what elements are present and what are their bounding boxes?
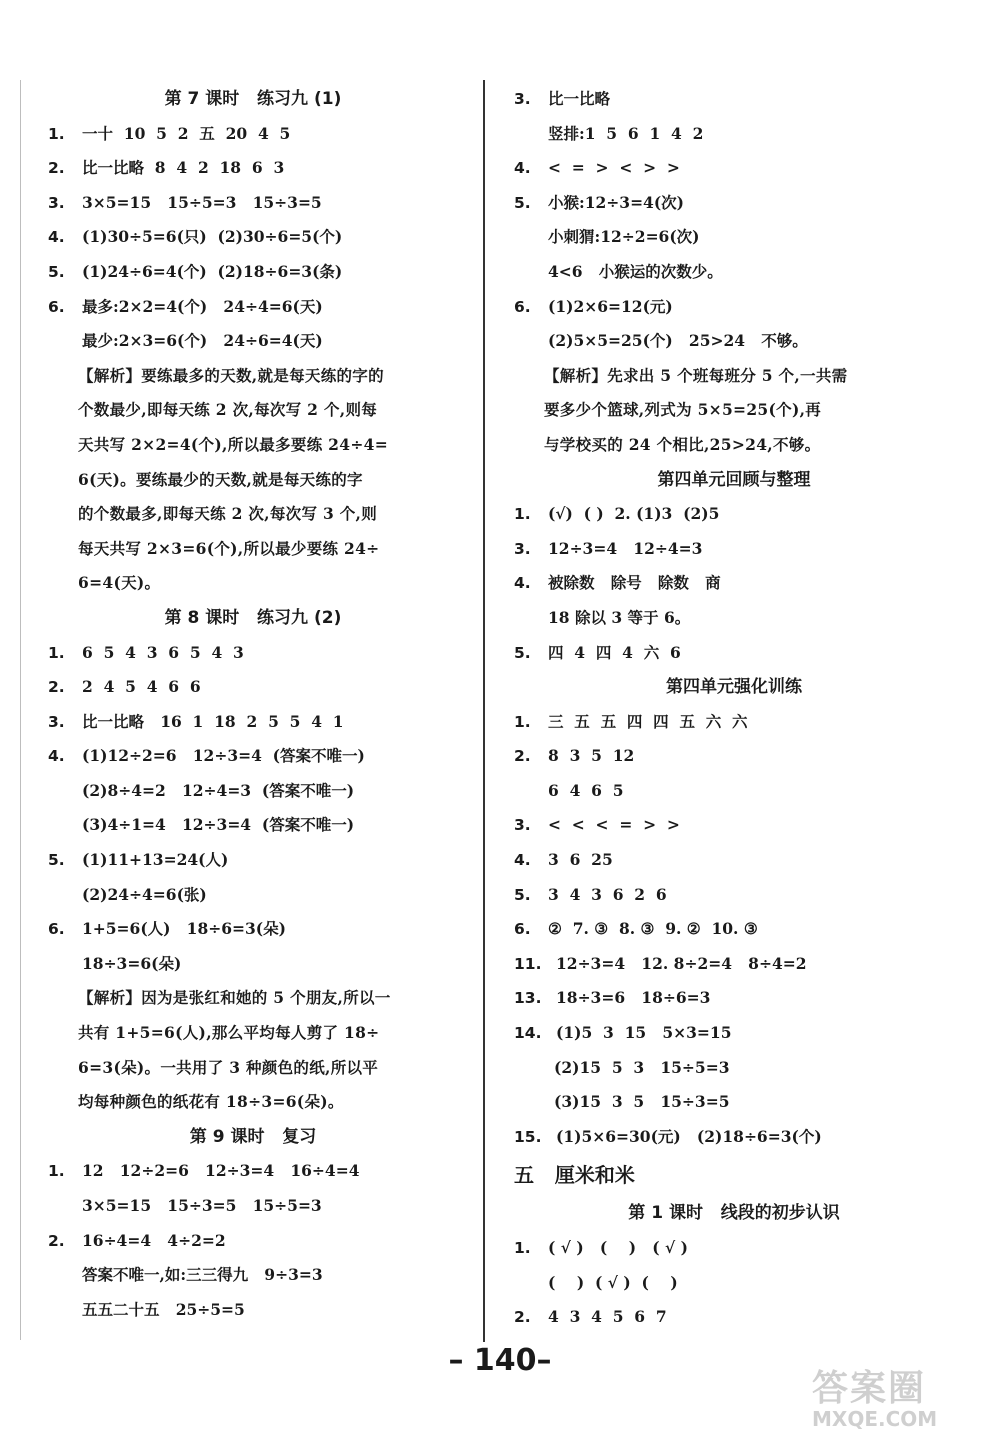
item-number: 1. bbox=[514, 505, 531, 524]
item-text: 三 五 五 四 四 五 六 六 bbox=[548, 711, 748, 731]
item-text: 2 4 5 4 6 6 bbox=[82, 677, 201, 697]
answer-item bbox=[48, 705, 458, 740]
section-title: 第 9 课时 复习 bbox=[189, 1126, 317, 1147]
answer-item bbox=[514, 739, 954, 774]
item-number: 3. bbox=[48, 193, 65, 212]
answer-item bbox=[514, 843, 954, 878]
answer-item bbox=[48, 255, 458, 290]
answer-item bbox=[514, 981, 954, 1016]
answer-continuation: ( ) ( √ ) ( ) bbox=[548, 1272, 678, 1292]
item-text: (1)24÷6=4(个) (2)18÷6=3(条) bbox=[82, 261, 343, 281]
page-edge-line bbox=[20, 80, 21, 1340]
answer-item bbox=[514, 636, 954, 671]
item-text: (√) ( ) 2. (1)3 (2)5 bbox=[548, 504, 720, 524]
answer-item bbox=[48, 670, 458, 705]
answer-item bbox=[48, 843, 458, 878]
item-number: 3. bbox=[514, 539, 531, 558]
item-number: 5. bbox=[514, 885, 531, 904]
item-text: (1)5 3 15 5×3=15 bbox=[556, 1023, 732, 1043]
section-title: 第四单元回顾与整理 bbox=[657, 469, 811, 490]
watermark-text: 答案圈 bbox=[812, 1368, 927, 1409]
watermark-logo bbox=[812, 1360, 992, 1432]
answer-item bbox=[514, 1231, 954, 1266]
item-number: 4. bbox=[48, 228, 65, 247]
answer-continuation: 小刺猬:12÷2=6(次) bbox=[548, 227, 700, 247]
answer-item bbox=[48, 117, 458, 152]
watermark-url: MXQE.COM bbox=[812, 1407, 938, 1431]
answer-item bbox=[514, 566, 954, 601]
item-text: (1)30÷5=6(只) (2)30÷6=5(个) bbox=[82, 227, 343, 247]
item-text: 四 4 四 4 六 6 bbox=[548, 642, 681, 662]
answer-continuation: 答案不唯一,如:三三得九 9÷3=3 bbox=[82, 1265, 323, 1285]
item-number: 2. bbox=[514, 1308, 531, 1327]
item-number: 6. bbox=[514, 920, 531, 939]
answer-item bbox=[514, 912, 954, 947]
item-number: 2. bbox=[48, 159, 65, 178]
answer-item bbox=[514, 1016, 954, 1051]
answer-continuation: 6 4 6 5 bbox=[548, 780, 624, 800]
answer-item bbox=[514, 1120, 954, 1155]
item-number: 6. bbox=[48, 297, 65, 316]
answer-item bbox=[514, 497, 954, 532]
item-number: 3. bbox=[514, 90, 531, 108]
item-number: 13. bbox=[514, 989, 542, 1008]
item-number: 5. bbox=[48, 851, 65, 870]
item-number: 2. bbox=[48, 1231, 65, 1250]
left-column bbox=[48, 82, 458, 1327]
item-text: 3 4 3 6 2 6 bbox=[548, 884, 667, 904]
item-text: 1+5=6(人) 18÷6=3(朵) bbox=[82, 919, 286, 939]
answer-continuation: 最少:2×3=6(个) 24÷6=4(天) bbox=[82, 331, 323, 351]
explanation-line: 【解析】要练最多的天数,就是每天练的字的 bbox=[78, 365, 384, 385]
item-text: < = > < > > bbox=[548, 158, 680, 178]
answer-item bbox=[514, 151, 954, 186]
explanation-line: 6=4(天)。 bbox=[78, 573, 161, 593]
explanation-line: 6(天)。要练最少的天数,就是每天练的字 bbox=[78, 469, 363, 489]
explanation-line: 个数最少,即每天练 2 次,每次写 2 个,则每 bbox=[78, 400, 378, 420]
explanation-line: 天共写 2×2=4(个),所以最多要练 24÷4= bbox=[78, 434, 389, 454]
item-text: 16÷4=4 4÷2=2 bbox=[82, 1230, 226, 1250]
column-divider bbox=[483, 80, 485, 1342]
item-number: 6. bbox=[514, 297, 531, 316]
answer-continuation: 18÷3=6(朵) bbox=[82, 953, 182, 973]
item-text: 被除数 除号 除数 商 bbox=[548, 573, 721, 593]
item-text: (1)11+13=24(人) bbox=[82, 850, 229, 870]
explanation-line: 均每种颜色的纸花有 18÷3=6(朵)。 bbox=[78, 1092, 344, 1112]
answer-continuation: (2)15 5 3 15÷5=3 bbox=[554, 1057, 730, 1077]
explanation-line: 的个数最多,即每天练 2 次,每次写 3 个,则 bbox=[78, 504, 378, 524]
answer-item bbox=[48, 151, 458, 186]
item-text: 比一比略 8 4 2 18 6 3 bbox=[82, 158, 285, 178]
explanation-line: 6=3(朵)。一共用了 3 种颜色的纸,所以平 bbox=[78, 1057, 379, 1077]
item-text: (1)5×6=30(元) (2)18÷6=3(个) bbox=[556, 1126, 822, 1146]
answer-item bbox=[48, 1154, 458, 1189]
explanation-line: 【解析】因为是张红和她的 5 个朋友,所以一 bbox=[78, 988, 391, 1008]
item-number: 11. bbox=[514, 954, 542, 973]
item-number: 4. bbox=[514, 574, 531, 593]
item-number: 14. bbox=[514, 1024, 542, 1043]
item-number: 1. bbox=[48, 124, 65, 143]
answer-item bbox=[48, 186, 458, 221]
answer-item bbox=[48, 220, 458, 255]
explanation-line: 要多少个篮球,列式为 5×5=25(个),再 bbox=[544, 400, 822, 420]
item-text: 比一比略 bbox=[548, 89, 611, 108]
answer-continuation: (2)24÷4=6(张) bbox=[82, 884, 207, 904]
item-number: 15. bbox=[514, 1127, 542, 1146]
answer-item bbox=[48, 912, 458, 947]
answer-item bbox=[514, 82, 954, 117]
answer-continuation: 竖排:1 5 6 1 4 2 bbox=[548, 123, 704, 143]
answer-item bbox=[514, 532, 954, 567]
explanation-line: 【解析】先求出 5 个班每班分 5 个,一共需 bbox=[544, 365, 848, 385]
item-number: 5. bbox=[514, 643, 531, 662]
item-number: 1. bbox=[514, 1239, 531, 1257]
item-number: 5. bbox=[48, 262, 65, 281]
answer-item bbox=[48, 1224, 458, 1259]
explanation-line: 与学校买的 24 个相比,25>24,不够。 bbox=[544, 434, 821, 454]
item-number: 4. bbox=[48, 747, 65, 766]
answer-item bbox=[514, 186, 954, 221]
item-text: 3 6 25 bbox=[548, 850, 613, 870]
item-text: 3×5=15 15÷5=3 15÷3=5 bbox=[82, 192, 322, 212]
answer-continuation: (3)4÷1=4 12÷3=4 (答案不唯一) bbox=[82, 815, 355, 835]
answer-item bbox=[48, 636, 458, 671]
item-text: ( √ ) ( ) ( √ ) bbox=[548, 1238, 688, 1257]
answer-item bbox=[514, 808, 954, 843]
item-text: 4 3 4 5 6 7 bbox=[548, 1307, 667, 1327]
explanation-line: 每天共写 2×3=6(个),所以最少要练 24÷ bbox=[78, 538, 380, 558]
item-text: 12÷3=4 12÷4=3 bbox=[548, 538, 703, 558]
answer-item bbox=[514, 290, 954, 325]
item-text: < < < = > > bbox=[548, 815, 680, 835]
item-number: 6. bbox=[48, 920, 65, 939]
answer-continuation: (2)8÷4=2 12÷4=3 (答案不唯一) bbox=[82, 780, 355, 800]
item-text: 18÷3=6 18÷6=3 bbox=[556, 988, 711, 1008]
right-column bbox=[514, 82, 954, 1335]
item-text: 12 12÷2=6 12÷3=4 16÷4=4 bbox=[82, 1161, 365, 1181]
item-number: 1. bbox=[48, 1162, 65, 1181]
item-text: ② 7. ③ 8. ③ 9. ② 10. ③ bbox=[548, 919, 758, 939]
answer-continuation: 3×5=15 15÷3=5 15÷5=3 bbox=[82, 1196, 322, 1215]
item-number: 3. bbox=[514, 816, 531, 835]
item-number: 4. bbox=[514, 851, 531, 870]
answer-item bbox=[48, 290, 458, 325]
answer-item bbox=[514, 705, 954, 740]
item-text: (1)12÷2=6 12÷3=4 (答案不唯一) bbox=[82, 746, 365, 766]
section-title: 第 8 课时 练习九 (2) bbox=[164, 607, 342, 628]
section-title: 第 7 课时 练习九 (1) bbox=[164, 89, 342, 109]
answer-continuation: 五五二十五 25÷5=5 bbox=[82, 1299, 245, 1319]
item-number: 3. bbox=[48, 712, 65, 731]
answer-item bbox=[48, 739, 458, 774]
item-text: 6 5 4 3 6 5 4 3 bbox=[82, 642, 244, 662]
answer-item bbox=[514, 878, 954, 913]
page-number: – 140– bbox=[448, 1343, 552, 1378]
item-number: 5. bbox=[514, 193, 531, 212]
item-text: 小猴:12÷3=4(次) bbox=[548, 192, 685, 212]
section-title: 第 1 课时 线段的初步认识 bbox=[628, 1203, 840, 1224]
item-number: 1. bbox=[514, 712, 531, 731]
item-text: 12÷3=4 12. 8÷2=4 8÷4=2 bbox=[556, 953, 807, 973]
answer-continuation: 18 除以 3 等于 6。 bbox=[548, 607, 691, 627]
answer-item bbox=[514, 947, 954, 982]
item-number: 1. bbox=[48, 643, 65, 662]
explanation-line: 共有 1+5=6(人),那么平均每人剪了 18÷ bbox=[78, 1023, 380, 1043]
unit-heading: 五 厘米和米 bbox=[514, 1163, 635, 1188]
item-text: 最多:2×2=4(个) 24÷4=6(天) bbox=[82, 296, 323, 316]
answer-continuation: (3)15 3 5 15÷3=5 bbox=[554, 1092, 730, 1112]
item-number: 2. bbox=[48, 678, 65, 697]
item-number: 2. bbox=[514, 747, 531, 766]
answer-continuation: (2)5×5=25(个) 25>24 不够。 bbox=[548, 331, 808, 351]
item-text: 比一比略 16 1 18 2 5 5 4 1 bbox=[82, 711, 344, 731]
item-number: 4. bbox=[514, 159, 531, 178]
item-text: (1)2×6=12(元) bbox=[548, 296, 673, 316]
answer-continuation: 4<6 小猴运的次数少。 bbox=[548, 261, 723, 281]
answer-item bbox=[514, 1300, 954, 1335]
item-text: 一十 10 5 2 五 20 4 5 bbox=[82, 123, 291, 143]
section-title: 第四单元强化训练 bbox=[666, 677, 802, 698]
item-text: 8 3 5 12 bbox=[548, 746, 635, 766]
